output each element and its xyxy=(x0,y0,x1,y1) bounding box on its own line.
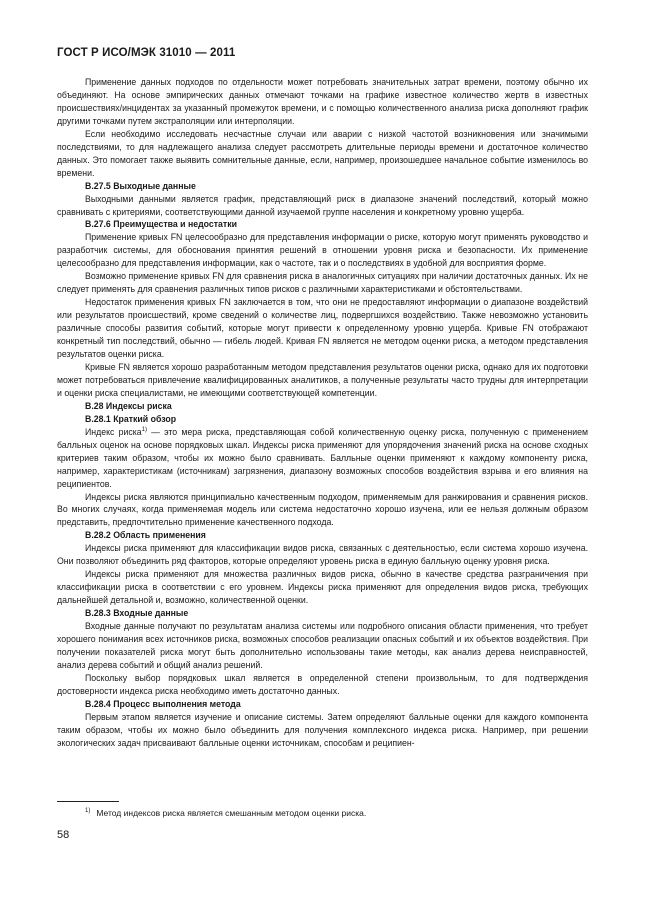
paragraph: Входные данные получают по результатам анализа системы или подробного описания области применения, что требует хорошего понимания всех источников риска, возможных способов реализации опасных событий и их объектов воздействия. При получении показателей риска могут быть дополнительно использованы такие методы, как анализ дерева неисправностей, анализ дерева событий и общий анализ решений. xyxy=(57,621,588,670)
paragraph xyxy=(57,426,588,491)
section-heading: В.28.3 Входные данные xyxy=(85,608,189,619)
section-heading: В.28.4 Процесс выполнения метода xyxy=(85,698,241,709)
paragraph-text: Индекс риска xyxy=(85,426,142,437)
paragraph: Индексы риска применяют для множества различных видов риска, обычно в качестве средства разграничения при классификации риска в соответствии с его уровнем. Индексы риска применяют для определения видов риска, требующих дальнейшей детальной и, возможно, количественной оценки. xyxy=(57,569,588,606)
paragraph: Недостаток применения кривых FN заключается в том, что они не предоставляют информации о диапазоне воздействий или результатов происшествий, кроме сведений о количестве лиц, подвергшихся воздействию. Также невозможно установить различные способы развития событий, которые могут привести к определенному уровню ущерба. Кривые FN отображают конкретный тип последствий, обычно — гибель людей. Кривая FN является не методом оценки риска, а методом представления результатов оценки риска. xyxy=(57,297,588,360)
paragraph: Возможно применение кривых FN для сравнения риска в аналогичных ситуациях при наличии достаточных данных. Их не следует применять для сравнения различных типов рисков с различными характеристиками и обстоятельствами. xyxy=(57,271,588,295)
section-heading: В.27.5 Выходные данные xyxy=(85,180,196,191)
paragraph: Кривые FN является хорошо разработанным методом представления результатов оценки риска, однако для их подготовки может потребоваться привлечение квалифицированных аналитиков, а полученные результаты часто трудны для интерпретации и оценки риска специалистами, не имеющими соответствующей компетенции. xyxy=(57,361,588,398)
paragraph-text: — это мера риска, представляющая собой количественную оценку риска, полученную с применением балльных оценок на основе порядковых шкал. Индексы риска применяют для упорядочения значений риска на основе сходных критериев таким образом, чтобы их можно было сравнивать. Балльные оценки применяют к каждому компоненту риска, например, характеристикам (источникам) загрязнения, диапазону возможных способов воздействия взрыва и его влияния на реципиентов. xyxy=(57,426,588,489)
paragraph: Выходными данными является график, представляющий риск в диапазоне значений последствий, который можно сравнивать с критериями, соответствующими данной изучаемой группе населения и конкретному уровню ущерба. xyxy=(57,193,588,217)
footnote-marker: 1) xyxy=(85,808,91,815)
footnote xyxy=(85,808,366,818)
paragraph: Применение кривых FN целесообразно для представления информации о риске, которую могут применять руководство и разработчик системы, для обоснования принятия решений в отношении уровня риска и безопасности. Их применение целесообразно для представления информации, как о частоте, так и о последствиях в удобной для восприятия форме. xyxy=(57,232,588,269)
paragraph: Первым этапом является изучение и описание системы. Затем определяют балльные оценки для каждого компонента таким образом, чтобы их можно было объединить для получения комплексного индекса риска. Например, при решении экологических задач присваивают балльные оценки источникам, способам и реципиен- xyxy=(57,711,588,748)
paragraph: Поскольку выбор порядковых шкал является в определенной степени произвольным, то для подтверждения достоверности индекса риска необходимо иметь достаточно данных. xyxy=(57,672,588,696)
section-heading: В.28.2 Область применения xyxy=(85,530,206,541)
paragraph: Применение данных подходов по отдельности может потребовать значительных затрат времени, поэтому обычно их объединяют. На основе эмпирических данных отмечают точками на графике известное количество жертв в известных происшествиях/инцидентах за указанный промежуток времени, и с помощью количественного анализа риска дополняют график другими точками путем экстраполяции или интерполяции. xyxy=(57,77,588,126)
paragraph: Индексы риска применяют для классификации видов риска, связанных с деятельностью, если система хорошо изучена. Они позволяют объединить ряд факторов, которые определяют уровень риска в единую балльную оценку уровня риска. xyxy=(57,543,588,567)
section-heading: В.27.6 Преимущества и недостатки xyxy=(85,219,237,230)
document-header: ГОСТ Р ИСО/МЭК 31010 — 2011 xyxy=(57,47,236,59)
paragraph: Индексы риска являются принципиально качественным подходом, применяемым для ранжирования и сравнения рисков. Во многих случаях, когда применяемая модель или система недостаточно хорошо изучена, или ее нельзя должным образом представить, предпочтительно применение качественного подхода. xyxy=(57,491,588,528)
document-body xyxy=(57,76,588,750)
footnote-reference[interactable]: 1) xyxy=(141,426,147,433)
section-heading: В.28.1 Краткий обзор xyxy=(85,413,177,424)
footnote-text: Метод индексов риска является смешанным методом оценки риска. xyxy=(96,808,367,818)
footnote-divider xyxy=(57,801,119,802)
paragraph: Если необходимо исследовать несчастные случаи или аварии с низкой частотой возникновения или значимыми последствиями, то для надлежащего анализа следует рассмотреть длительные периоды времени и достаточное количество данных. Это помогает также выявить сомнительные данные, если, например, произошедшее начальное событие изменилось во времени. xyxy=(57,128,588,178)
page-number: 58 xyxy=(57,829,70,841)
section-heading: В.28 Индексы риска xyxy=(85,400,172,411)
